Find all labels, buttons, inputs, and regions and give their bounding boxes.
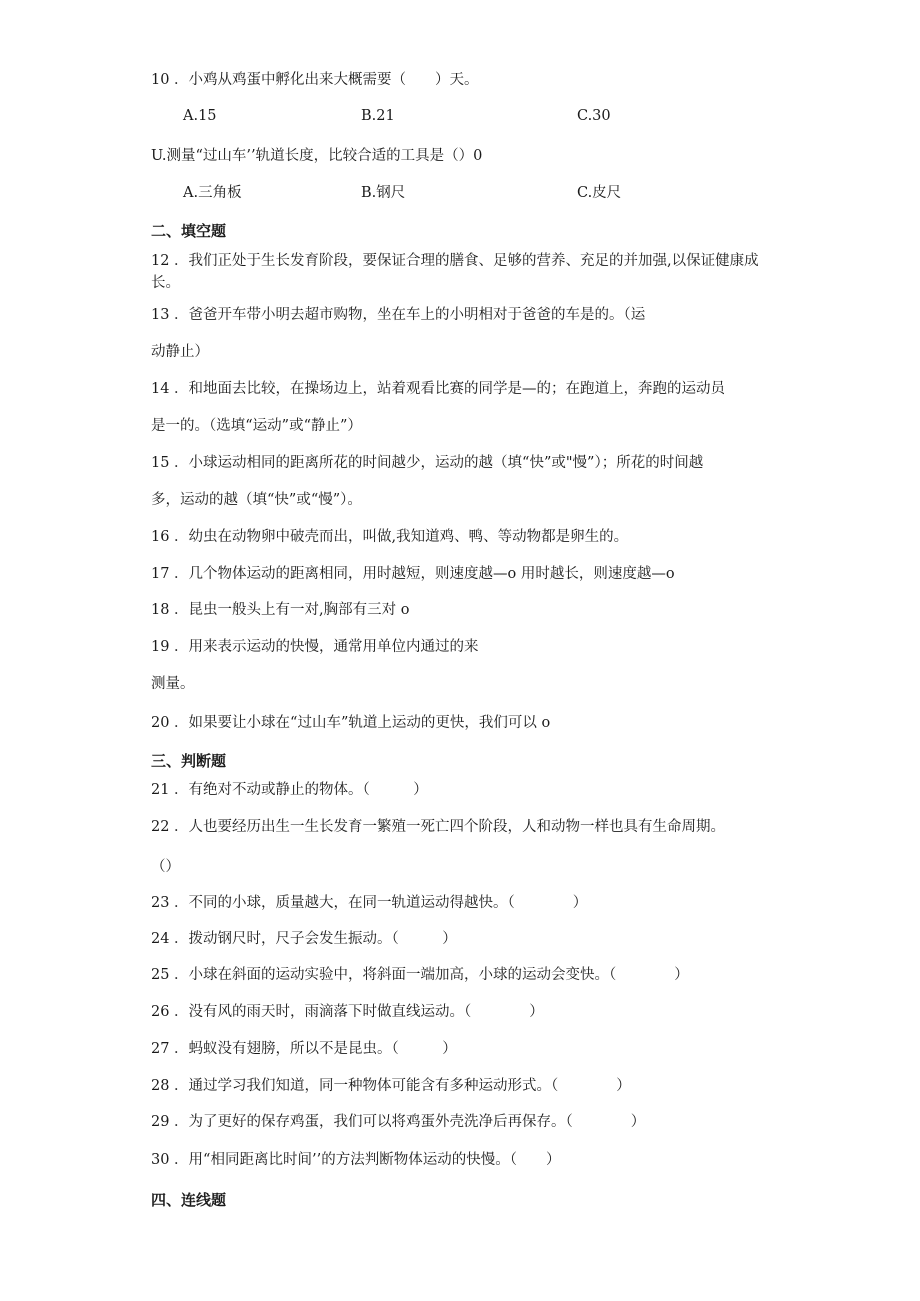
option-c: C.皮尺 [577,185,622,201]
question-26: 26 ．没有风的雨天时，雨滴落下时做直线运动。（ ） [151,1004,544,1020]
question-text-cont: 是一的。（选填“运动”或“静止”） [151,418,362,434]
option-b: B.钢尺 [361,185,406,201]
question-27: 27 ．蚂蚁没有翅膀，所以不是昆虫。（ ） [151,1041,457,1057]
question-29: 29 ．为了更好的保存鸡蛋，我们可以将鸡蛋外壳洗净后再保存。（ ） [151,1114,646,1130]
option-a: A.三角板 [183,185,242,201]
question-text-cont: （） [151,859,180,875]
question-12: 12 ．我们正处于生长发育阶段，要保证合理的膳食、足够的营养、充足的并加强,以保证健康成长。 [151,253,759,291]
section-heading-fill-blank: 二、填空题 [151,222,227,240]
question-24: 24 ．拨动钢尺时，尺子会发生振动。（ ） [151,931,457,947]
question-text: 13 ．爸爸开车带小明去超市购物，坐在车上的小明相对于爸爸的车是的。（运 [151,307,646,323]
question-text: 14 ．和地面去比较，在操场边上，站着观看比赛的同学是—的；在跑道上，奔跑的运动员 [151,381,726,397]
question-21: 21 ．有绝对不动或静止的物体。（ ） [151,782,428,798]
question-text: 22 ．人也要经历出生一生长发育一繁殖一死亡四个阶段，人和动物一样也具有生命周期。 [151,819,726,835]
section-heading-matching: 四、连线题 [151,1191,227,1209]
question-30: 30 ．用“相同距离比时间’’的方法判断物体运动的快慢。（ ） [151,1152,561,1168]
section-heading-true-false: 三、判断题 [151,752,227,770]
question-text: 19 ．用来表示运动的快慢，通常用单位内通过的来 [151,639,479,655]
option-a: A.15 [183,108,217,124]
question-text: U.测量“过山车’’轨道长度，比较合适的工具是（）0 [151,148,483,164]
question-18: 18 ．昆虫一般头上有一对,胸部有三对 o [151,602,410,618]
question-text-cont: 动静止） [151,344,209,360]
question-25: 25 ．小球在斜面的运动实验中，将斜面一端加高，小球的运动会变快。（ ） [151,967,689,983]
question-16: 16 ．幼虫在动物卵中破壳而出，叫做,我知道鸡、鸭、等动物都是卵生的。 [151,529,629,545]
question-28: 28 ．通过学习我们知道，同一种物体可能含有多种运动形式。（ ） [151,1078,631,1094]
question-23: 23 ．不同的小球，质量越大，在同一轨道运动得越快。（ ） [151,895,588,911]
question-17: 17 ．几个物体运动的距离相同，用时越短，则速度越—o 用时越长，则速度越—o [151,566,675,582]
question-20: 20 ．如果要让小球在“过山车”轨道上运动的更快，我们可以 o [151,715,551,731]
question-text: 15 ．小球运动相同的距离所花的时间越少，运动的越（填“快”或"慢”）；所花的时间越 [151,455,704,471]
option-b: B.21 [361,108,395,124]
question-text-cont: 测量。 [151,676,195,692]
option-c: C.30 [577,108,611,124]
question-text: 10 ．小鸡从鸡蛋中孵化出来大概需要（ ）天。 [151,72,479,88]
question-text-cont: 多，运动的越（填“快”或“慢”）。 [151,492,362,508]
